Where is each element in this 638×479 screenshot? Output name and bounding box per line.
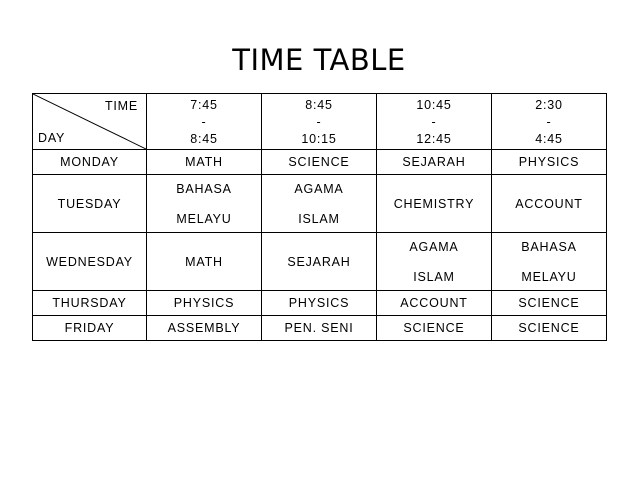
period-start: 8:45 <box>305 97 333 112</box>
period-separator: - <box>431 114 437 129</box>
period-end: 10:15 <box>301 131 337 146</box>
day-name: TUESDAY <box>33 175 147 233</box>
period-start: 2:30 <box>535 97 563 112</box>
period-separator: - <box>546 114 552 129</box>
corner-cell <box>33 94 147 150</box>
subject-cell: SEJARAH <box>377 150 492 175</box>
period-start: 10:45 <box>416 97 452 112</box>
subject-cell: PHYSICS <box>262 291 377 316</box>
subject-cell: MATH <box>147 150 262 175</box>
time-label: TIME <box>104 99 138 113</box>
period-header <box>492 94 607 150</box>
subject-line: MELAYU <box>176 211 232 226</box>
subject-cell: SCIENCE <box>262 150 377 175</box>
subject-cell: SCIENCE <box>492 291 607 316</box>
period-end: 12:45 <box>416 131 452 146</box>
subject-line: ISLAM <box>413 269 455 284</box>
day-label: DAY <box>38 131 66 145</box>
subject-cell: SCIENCE <box>492 316 607 341</box>
page-title: TIME TABLE <box>232 43 406 77</box>
period-header <box>147 94 262 150</box>
subject-line: BAHASA <box>521 239 577 254</box>
subject-line: BAHASA <box>176 181 232 196</box>
subject-line: ISLAM <box>298 211 340 226</box>
period-header <box>377 94 492 150</box>
day-name: MONDAY <box>33 150 147 175</box>
period-header <box>262 94 377 150</box>
day-name: FRIDAY <box>33 316 147 341</box>
subject-line: AGAMA <box>409 239 459 254</box>
period-separator: - <box>316 114 322 129</box>
timetable <box>32 93 607 341</box>
period-separator: - <box>201 114 207 129</box>
subject-cell <box>377 233 492 291</box>
subject-cell: SCIENCE <box>377 316 492 341</box>
subject-cell: ACCOUNT <box>492 175 607 233</box>
subject-cell <box>262 175 377 233</box>
subject-line: MELAYU <box>521 269 577 284</box>
subject-cell: ASSEMBLY <box>147 316 262 341</box>
subject-cell: SEJARAH <box>262 233 377 291</box>
subject-cell: PHYSICS <box>147 291 262 316</box>
subject-cell: PHYSICS <box>492 150 607 175</box>
subject-cell: CHEMISTRY <box>377 175 492 233</box>
day-row-tuesday <box>33 175 607 233</box>
day-name: WEDNESDAY <box>33 233 147 291</box>
subject-cell: MATH <box>147 233 262 291</box>
day-row-wednesday <box>33 233 607 291</box>
subject-cell: ACCOUNT <box>377 291 492 316</box>
day-row-friday <box>33 316 607 341</box>
day-row-thursday <box>33 291 607 316</box>
day-name: THURSDAY <box>33 291 147 316</box>
header-row <box>33 94 607 150</box>
subject-cell <box>147 175 262 233</box>
period-end: 8:45 <box>190 131 218 146</box>
subject-cell <box>492 233 607 291</box>
period-end: 4:45 <box>535 131 563 146</box>
subject-cell: PEN. SENI <box>262 316 377 341</box>
day-row-monday <box>33 150 607 175</box>
period-start: 7:45 <box>190 97 218 112</box>
subject-line: AGAMA <box>294 181 344 196</box>
